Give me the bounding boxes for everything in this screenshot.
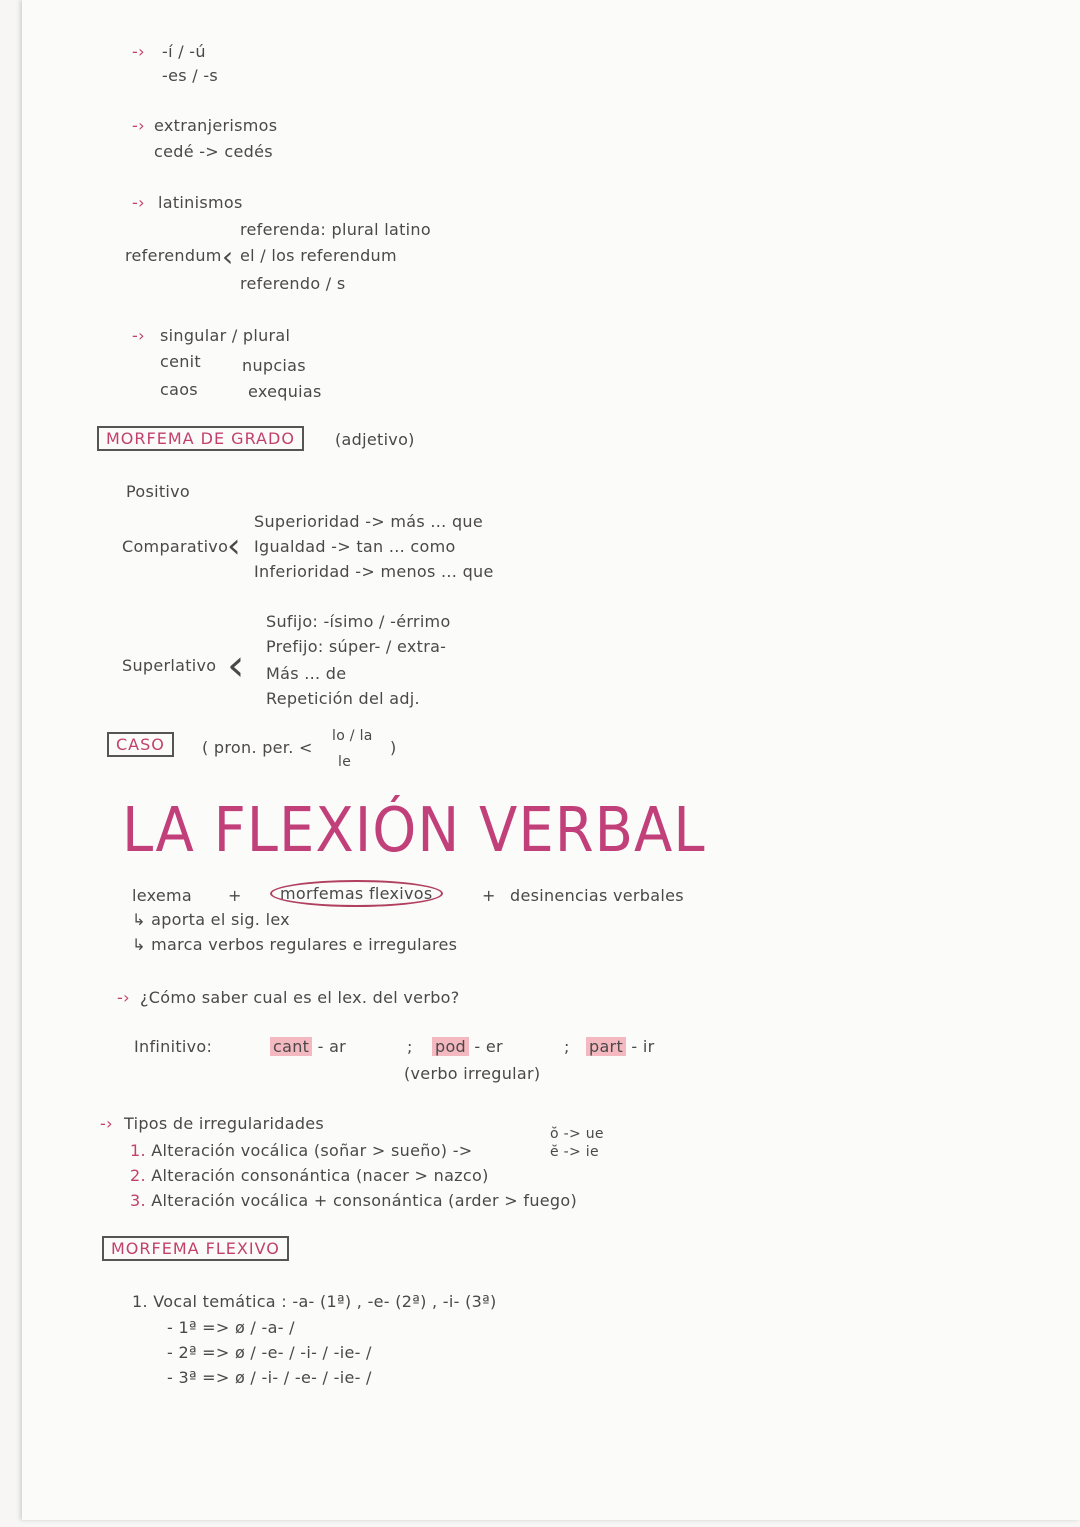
singular-word: caos — [160, 380, 198, 399]
conjugation-row: - 3ª => ø / -i- / -e- / -ie- / — [167, 1368, 372, 1387]
ending: - ar — [317, 1037, 347, 1056]
label-superlativo: Superlativo — [122, 656, 217, 675]
section-box-caso: CASO — [107, 732, 174, 757]
bracket-icon: ‹ — [227, 640, 245, 691]
caso-close: ) — [390, 738, 397, 757]
plural-rule: -í / -ú — [162, 42, 206, 61]
plus: + — [228, 886, 242, 905]
number: 3. — [130, 1191, 146, 1210]
irregularidad-item: Alteración vocálica + consonántica (arder > fuego) — [151, 1191, 577, 1210]
option: el / los referendum — [240, 246, 397, 265]
section-box-grado: MORFEMA DE GRADO — [97, 426, 304, 451]
superlativo-item: Más ... de — [266, 664, 347, 683]
caso-form: le — [338, 754, 352, 770]
arrow-icon: -› — [132, 116, 145, 135]
note: (adjetivo) — [335, 430, 415, 449]
lexema-highlight: pod — [432, 1037, 469, 1056]
plural-rule: -es / -s — [162, 66, 219, 85]
note: aporta el sig. lex — [151, 910, 290, 929]
heading-extranjerismos: extranjerismos — [154, 116, 278, 135]
plural-word: nupcias — [242, 356, 306, 375]
superlativo-item: Prefijo: súper- / extra- — [266, 637, 447, 656]
bracket-icon: ‹ — [222, 240, 234, 273]
option: referendo / s — [240, 274, 346, 293]
arrow-icon: -› — [132, 193, 145, 212]
section-box-flexivo: MORFEMA FLEXIVO — [102, 1236, 289, 1261]
question: ¿Cómo saber cual es el lex. del verbo? — [140, 988, 460, 1007]
comparativo-item: Inferioridad -> menos ... que — [254, 562, 494, 581]
comparativo-item: Superioridad -> más ... que — [254, 512, 483, 531]
conjugation-row: - 1ª => ø / -a- / — [167, 1318, 295, 1337]
ending: - ir — [631, 1037, 655, 1056]
label-comparativo: Comparativo — [122, 537, 229, 556]
number: 2. — [130, 1166, 146, 1185]
number: 1. — [130, 1141, 146, 1160]
ending: - er — [474, 1037, 503, 1056]
arrow-icon: -› — [100, 1114, 113, 1133]
singular-word: cenit — [160, 352, 201, 371]
formula-morfemas-circled: morfemas flexivos — [270, 880, 443, 907]
lexema-highlight: part — [586, 1037, 626, 1056]
comparativo-item: Igualdad -> tan ... como — [254, 537, 456, 556]
bracket-icon: ‹ — [227, 526, 241, 566]
lexema-highlight: cant — [270, 1037, 312, 1056]
caso-form: lo / la — [332, 728, 373, 744]
formula-lexema: lexema — [132, 886, 193, 905]
plural-word: exequias — [248, 382, 322, 401]
superlativo-item: Repetición del adj. — [266, 689, 420, 708]
page-title: LA FLEXIÓN VERBAL — [122, 795, 706, 867]
word-referendum: referendum — [125, 246, 222, 265]
superlativo-item: Sufijo: -ísimo / -érrimo — [266, 612, 451, 631]
diptongo: ŏ -> ue — [550, 1126, 604, 1142]
caso-text: ( pron. per. < — [202, 738, 313, 757]
heading-singular-plural: singular / plural — [160, 326, 291, 345]
notebook-page: -› -í / -ú -es / -s -› extranjerismos cedé -> cedés -› latinismos referendum ‹ referenda: plural latino el / los referendum referendo / s -› singular / plural cenit nupcias caos exequias MORFEMA DE GRADO (adjetivo) Positivo Comparativo ‹ Superioridad -> más ... que Igualdad -> tan ... como Inferioridad -> menos ... que Superlativo ‹ Sufijo: -ísimo / -érrimo Prefijo: súper- / extra- Más ... de Repetición del adj. CASO ( pron. per. < lo / la le ) LA FLEXIÓN VERBAL lexema + morfemas flexivos + desinencias verbales ↳ aporta el sig. lex ↳ marca verbos regulares e irregulares -› ¿Cómo saber cual es el lex. del verbo? Infinitivo: cant - ar ; pod - er ; part - ir (verbo irregular) -› Tipos de irregularidades ŏ -> ue ĕ -> ie 1. Alteración vocálica (soñar > sueño) -> 2. Alteración consonántica (nacer > nazco) 3. Alteración vocálica + consonántica (arder > fuego) MORFEMA FLEXIVO 1. Vocal temática : -a- (1ª) , -e- (2ª) , -i- (3ª) - 1ª => ø / -a- / - 2ª => ø / -e- / -i- / -ie- / - 3ª => ø / -i- / -e- / -ie- / — [22, 0, 1080, 1520]
separator: ; — [407, 1037, 413, 1056]
heading-irregularidades: Tipos de irregularidades — [124, 1114, 325, 1133]
arrow-icon: -› — [132, 326, 145, 345]
heading-latinismos: latinismos — [158, 193, 243, 212]
note: marca verbos regulares e irregulares — [151, 935, 458, 954]
diptongo: ĕ -> ie — [550, 1144, 599, 1160]
note: (verbo irregular) — [404, 1064, 541, 1083]
separator: ; — [564, 1037, 570, 1056]
irregularidad-item: Alteración vocálica (soñar > sueño) -> — [151, 1141, 473, 1160]
formula-desinencias: desinencias verbales — [510, 886, 684, 905]
option: referenda: plural latino — [240, 220, 431, 239]
conjugation-row: - 2ª => ø / -e- / -i- / -ie- / — [167, 1343, 372, 1362]
label-positivo: Positivo — [126, 482, 191, 501]
label-infinitivo: Infinitivo: — [134, 1037, 213, 1056]
example: cedé -> cedés — [154, 142, 273, 161]
irregularidad-item: Alteración consonántica (nacer > nazco) — [151, 1166, 489, 1185]
vocal-tematica: 1. Vocal temática : -a- (1ª) , -e- (2ª) , -i- (3ª) — [132, 1292, 497, 1311]
arrow-icon: -› — [132, 42, 145, 61]
plus: + — [482, 886, 496, 905]
arrow-icon: -› — [117, 988, 130, 1007]
